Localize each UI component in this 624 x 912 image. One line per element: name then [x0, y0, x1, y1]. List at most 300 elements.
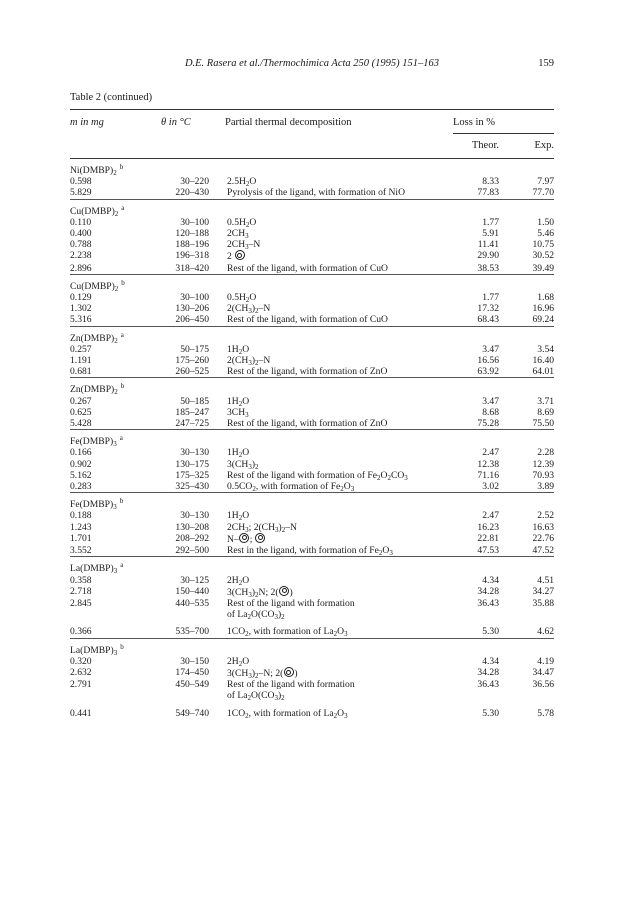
formula-text: 3(CH [227, 586, 249, 598]
aromatic-ring-icon [239, 533, 249, 543]
formula-text: , with formation of La [248, 707, 334, 719]
table-row [70, 690, 554, 701]
formula-text: O [242, 574, 250, 586]
header-experimental: Exp. [534, 140, 554, 151]
aromatic-ring-icon [279, 586, 289, 596]
theoretical-loss-cell: 29.90 [477, 250, 499, 262]
decomposition-cell [218, 228, 445, 239]
experimental-loss-cell: 16.96 [532, 303, 555, 315]
formula-text: 1H [227, 447, 239, 459]
theoretical-loss-cell [445, 609, 499, 620]
experimental-loss-cell: 69.24 [532, 314, 555, 326]
formula-text: 1H [227, 395, 239, 407]
mass-cell: 1.243 [70, 521, 92, 533]
mass-cell [70, 609, 152, 620]
formula-text: 2H [227, 655, 239, 667]
theoretical-loss-cell: 36.43 [477, 597, 499, 609]
formula-subscript: 2 [245, 180, 250, 189]
formula-subscript: 3 [248, 590, 252, 599]
table-row [70, 522, 554, 533]
aromatic-ring-icon [255, 533, 265, 543]
formula-subscript: 2 [247, 613, 252, 622]
mass-cell: 0.441 [70, 707, 92, 719]
formula-subscript: 3 [248, 359, 252, 368]
temperature-range-cell: 30–150 [180, 655, 209, 667]
experimental-loss-cell: 70.93 [532, 469, 555, 481]
formula-text: 1H [227, 510, 239, 522]
mass-cell: 2.632 [70, 666, 92, 678]
table-row [70, 533, 554, 545]
compound-cell [70, 638, 554, 656]
decomposition-cell [218, 702, 445, 719]
formula-text: –N [258, 303, 271, 315]
theoretical-loss-cell: 12.38 [477, 458, 499, 470]
experimental-loss-cell: 36.56 [532, 679, 555, 691]
mass-cell: 0.188 [70, 510, 92, 522]
mass-cell: 0.283 [70, 481, 92, 493]
theoretical-loss-cell: 4.34 [482, 655, 499, 667]
page-number: 159 [538, 58, 554, 69]
formula-subscript: 2 [238, 659, 243, 668]
temperature-range-cell: 50–175 [180, 343, 209, 355]
decomposition-cell [218, 292, 445, 303]
formula-subscript: 2 [238, 347, 243, 356]
header-loss: Loss in % [453, 117, 495, 128]
temperature-range-cell: 30–125 [180, 574, 209, 586]
experimental-loss-cell: 30.52 [532, 250, 555, 262]
formula-text: Rest of the ligand with formation [227, 597, 355, 609]
decomposition-cell [218, 314, 445, 326]
mass-cell: 0.681 [70, 366, 92, 378]
theoretical-loss-cell: 8.33 [482, 176, 499, 188]
formula-text: O [242, 395, 250, 407]
formula-text: ) [251, 586, 256, 598]
table-row [70, 702, 554, 719]
table-row [70, 217, 554, 228]
formula-text: 3(CH [227, 458, 249, 470]
table-row [70, 407, 554, 418]
experimental-loss-cell: 64.01 [532, 366, 555, 378]
formula-subscript: 2 [245, 711, 249, 720]
decomposition-cell [218, 250, 445, 262]
temperature-range-cell: 185–247 [175, 406, 209, 418]
temperature-range-cell: 549–740 [175, 707, 209, 719]
temperature-range-cell [152, 690, 218, 701]
decomposition-cell [218, 533, 445, 545]
decomposition-cell [218, 481, 445, 493]
mass-cell: 3.552 [70, 545, 92, 557]
formula-subscript: 2 [245, 296, 250, 305]
formula-text: ) [251, 303, 256, 315]
compound-footnote: a [120, 561, 124, 570]
experimental-loss-cell: 35.88 [532, 597, 555, 609]
mass-cell: 2.238 [70, 250, 92, 262]
formula-text: ) [289, 586, 293, 598]
mass-cell: 5.316 [70, 314, 92, 326]
theoretical-loss-cell: 47.53 [477, 545, 499, 557]
table-row [70, 228, 554, 239]
table-caption: Table 2 (continued) [70, 92, 153, 103]
mass-cell: 0.110 [70, 216, 92, 228]
formula-text: Rest of the ligand, with formation of ZnO [227, 366, 388, 378]
theoretical-loss-cell: 16.56 [477, 355, 499, 367]
experimental-loss-cell: 75.50 [532, 418, 555, 430]
experimental-loss-cell: 3.71 [537, 395, 555, 407]
mass-cell: 5.428 [70, 418, 92, 430]
temperature-range-cell: 30–220 [180, 176, 209, 188]
compound-cell [70, 326, 554, 344]
temperature-range-cell: 440–535 [175, 597, 209, 609]
formula-subscript: 2 [387, 473, 391, 482]
temperature-range-cell: 175–325 [175, 469, 209, 481]
experimental-loss-cell: 34.47 [532, 666, 555, 678]
formula-subscript: 2 [255, 307, 259, 316]
compound-subscript: 2 [114, 209, 119, 218]
temperature-range-cell: 175–260 [175, 355, 209, 367]
formula-text: ) [277, 609, 282, 621]
decomposition-cell [218, 176, 445, 187]
decomposition-cell [218, 187, 445, 199]
temperature-range-cell: 50–185 [180, 395, 209, 407]
mass-cell: 0.267 [70, 395, 92, 407]
table-row [70, 609, 554, 620]
formula-text: 2CH [227, 239, 246, 251]
table-row [70, 344, 554, 355]
formula-text: 1H [227, 343, 239, 355]
formula-text: 2CH [227, 521, 246, 533]
aromatic-ring-icon [284, 667, 294, 677]
decomposition-cell [218, 459, 445, 470]
header-temperature: θ in °C [161, 117, 191, 128]
mass-cell [70, 690, 152, 701]
formula-subscript: 3 [245, 525, 249, 534]
table-row [70, 598, 554, 609]
compound-footnote: b [119, 163, 124, 171]
decomposition-cell [218, 344, 445, 355]
formula-text: O [337, 626, 345, 638]
formula-subscript: 3 [344, 711, 348, 720]
temperature-range-cell: 196–318 [175, 250, 209, 262]
formula-text: O [249, 216, 257, 228]
formula-text: O [249, 292, 257, 304]
theoretical-loss-cell: 17.32 [477, 303, 499, 315]
experimental-loss-cell: 5.46 [537, 228, 555, 240]
table-row [70, 545, 554, 557]
formula-text: Rest in the ligand, with formation of Fe [227, 545, 379, 557]
experimental-loss-cell: 12.39 [532, 458, 555, 470]
table-row [70, 176, 554, 187]
formula-subscript: 3 [275, 525, 279, 534]
table-top-rule [70, 109, 554, 110]
formula-text: , with formation of La [248, 626, 334, 638]
decomposition-cell [218, 586, 445, 598]
theoretical-loss-cell [445, 690, 499, 701]
formula-text: O(CO [251, 690, 275, 702]
temperature-range-cell: 150–440 [175, 585, 209, 597]
compound-subscript: 3 [113, 648, 118, 657]
formula-subscript: 3 [274, 694, 278, 703]
experimental-loss-cell: 47.52 [532, 545, 555, 557]
temperature-range-cell: 292–500 [175, 545, 209, 557]
theoretical-loss-cell: 3.47 [482, 395, 499, 407]
temperature-range-cell: 30–130 [180, 447, 209, 459]
temperature-range-cell: 208–292 [175, 532, 209, 544]
theoretical-loss-cell: 5.91 [482, 228, 499, 240]
compound-cell [70, 165, 554, 176]
decomposition-cell [218, 620, 445, 638]
decomposition-cell [218, 598, 445, 609]
formula-text: –N; 2( [258, 667, 284, 679]
formula-text: ) [277, 690, 282, 702]
formula-text: CO [390, 469, 405, 481]
formula-subscript: 2 [238, 514, 243, 523]
experimental-loss-cell: 4.19 [537, 655, 555, 667]
compound-name: Ni(DMBP) [70, 165, 114, 176]
formula-subscript: 3 [248, 671, 252, 680]
formula-text: ; [249, 533, 255, 545]
formula-text: 2(CH [227, 303, 249, 315]
compound-row [70, 493, 554, 511]
formula-text: 0.5H [227, 216, 246, 228]
table-row [70, 303, 554, 314]
formula-subscript: 2 [333, 630, 338, 639]
theoretical-loss-cell: 38.53 [477, 262, 499, 274]
experimental-loss-cell: 22.76 [532, 532, 555, 544]
experimental-loss-cell [499, 690, 554, 701]
temperature-range-cell: 188–196 [175, 239, 209, 251]
decomposition-cell [218, 303, 445, 314]
temperature-range-cell: 535–700 [175, 626, 209, 638]
formula-text: 2.5H [227, 176, 246, 188]
formula-text: Rest of the ligand, with formation of ZnO [227, 418, 388, 430]
temperature-range-cell: 220–430 [175, 187, 209, 199]
formula-subscript: 3 [350, 485, 355, 494]
decomposition-cell [218, 355, 445, 366]
experimental-loss-cell: 2.52 [537, 510, 555, 522]
compound-subscript: 2 [114, 284, 119, 293]
table-row [70, 187, 554, 199]
table-row [70, 586, 554, 598]
mass-cell: 0.257 [70, 343, 92, 355]
decomposition-cell [218, 447, 445, 458]
compound-cell [70, 430, 554, 448]
compound-subscript: 2 [114, 336, 118, 345]
temperature-range-cell: 174–450 [175, 666, 209, 678]
compound-row [70, 326, 554, 344]
decomposition-cell [218, 575, 445, 586]
temperature-range-cell: 450–549 [175, 679, 209, 691]
theoretical-loss-cell: 36.43 [477, 679, 499, 691]
theoretical-loss-cell: 63.92 [477, 366, 499, 378]
theoretical-loss-cell: 1.77 [482, 292, 499, 304]
compound-subscript: 3 [113, 567, 118, 576]
experimental-loss-cell [499, 609, 554, 620]
compound-name: Zn(DMBP) [70, 384, 115, 396]
formula-subscript: 2 [281, 694, 285, 703]
decomposition-cell [218, 239, 445, 250]
formula-subscript: 2 [378, 549, 383, 558]
table-row [70, 470, 554, 481]
compound-cell [70, 557, 554, 575]
formula-text: Pyrolysis of the ligand, with formation of NiO [227, 187, 405, 199]
formula-subscript: 3 [248, 307, 252, 316]
theoretical-loss-cell: 3.47 [482, 343, 499, 355]
experimental-loss-cell: 10.75 [532, 239, 555, 251]
loss-subheader-rule [453, 133, 554, 134]
mass-cell: 1.302 [70, 303, 92, 315]
theoretical-loss-cell: 4.34 [482, 574, 499, 586]
table-row [70, 667, 554, 679]
theoretical-loss-cell: 1.77 [482, 216, 499, 228]
decomposition-cell [218, 545, 445, 557]
formula-text: 0.5H [227, 292, 246, 304]
formula-text: O [249, 176, 257, 188]
decomposition-cell [218, 522, 445, 533]
formula-subscript: 2 [281, 525, 286, 534]
temperature-range-cell: 30–100 [180, 292, 209, 304]
temperature-range-cell: 130–208 [175, 521, 209, 533]
formula-text: 2CH [227, 228, 246, 240]
temperature-range-cell: 247–725 [175, 418, 209, 430]
theoretical-loss-cell: 71.16 [477, 469, 499, 481]
aromatic-ring-icon [235, 250, 245, 260]
decomposition-cell [218, 679, 445, 690]
temperature-range-cell: 30–130 [180, 510, 209, 522]
formula-text: 1CO [227, 707, 246, 719]
temperature-range-cell: 130–175 [175, 458, 209, 470]
compound-row [70, 638, 554, 656]
formula-subscript: 2 [247, 694, 252, 703]
theoretical-loss-cell: 5.30 [482, 707, 499, 719]
mass-cell: 1.701 [70, 532, 92, 544]
formula-subscript: 2 [238, 399, 243, 408]
formula-subscript: 3 [248, 462, 252, 471]
formula-subscript: 2 [245, 630, 249, 639]
formula-text: of La [227, 690, 248, 702]
temperature-range-cell [152, 609, 218, 620]
formula-subscript: 2 [245, 220, 250, 229]
formula-text: Rest of the ligand, with formation of CuO [227, 314, 388, 326]
formula-text: O [242, 447, 250, 459]
mass-cell: 0.400 [70, 228, 92, 240]
mass-cell: 0.366 [70, 626, 92, 638]
theoretical-loss-cell: 5.30 [482, 626, 499, 638]
decomposition-cell [218, 470, 445, 481]
temperature-range-cell: 120–188 [175, 228, 209, 240]
table-row [70, 447, 554, 458]
compound-name: La(DMBP) [70, 644, 114, 656]
mass-cell: 5.829 [70, 187, 92, 199]
decomposition-cell [218, 667, 445, 679]
compound-footnote: a [121, 203, 125, 212]
decomposition-cell [218, 217, 445, 228]
temperature-range-cell: 130–206 [175, 303, 209, 315]
formula-subscript: 3 [404, 473, 408, 482]
experimental-loss-cell: 4.51 [537, 574, 555, 586]
header-bottom-rule [70, 158, 554, 159]
compound-name: Fe(DMBP) [70, 436, 114, 448]
mass-cell: 2.718 [70, 585, 92, 597]
formula-subscript: 3 [245, 232, 249, 241]
experimental-loss-cell: 77.70 [532, 187, 555, 199]
decomposition-cell [218, 510, 445, 521]
formula-subscript: 3 [389, 549, 393, 558]
formula-text: O [242, 510, 250, 522]
mass-cell: 0.902 [70, 458, 92, 470]
theoretical-loss-cell: 2.47 [482, 510, 499, 522]
table-row [70, 510, 554, 521]
table-row [70, 656, 554, 667]
compound-footnote: b [119, 497, 124, 506]
theoretical-loss-cell: 75.28 [477, 418, 499, 430]
theoretical-loss-cell: 22.81 [477, 532, 499, 544]
theoretical-loss-cell: 3.02 [482, 481, 499, 493]
compound-name: Cu(DMBP) [70, 280, 115, 292]
formula-text: O [242, 343, 250, 355]
decomposition-cell [218, 263, 445, 275]
table-row [70, 575, 554, 586]
formula-text: ) [278, 521, 282, 533]
mass-cell: 0.625 [70, 406, 92, 418]
mass-cell: 2.896 [70, 262, 92, 274]
formula-subscript: 2 [255, 359, 259, 368]
table-row [70, 366, 554, 378]
experimental-loss-cell: 2.28 [537, 447, 555, 459]
decomposition-cell [218, 656, 445, 667]
theoretical-loss-cell: 34.28 [477, 666, 499, 678]
table-row [70, 355, 554, 366]
temperature-range-cell: 30–100 [180, 216, 209, 228]
formula-text: O(CO [251, 609, 275, 621]
table-row [70, 481, 554, 493]
formula-text: 3(CH [227, 667, 249, 679]
compound-subscript: 3 [113, 440, 117, 449]
formula-text: Rest of the ligand, with formation of CuO [227, 262, 388, 274]
experimental-loss-cell: 1.50 [537, 216, 555, 228]
experimental-loss-cell: 8.69 [537, 406, 555, 418]
compound-name: Fe(DMBP) [70, 499, 114, 511]
formula-text: ; 2(CH [248, 521, 276, 533]
compound-footnote: b [120, 382, 125, 391]
compound-footnote: a [120, 330, 124, 339]
experimental-loss-cell: 16.40 [532, 355, 555, 367]
formula-subscript: 2 [333, 711, 338, 720]
decomposition-cell [218, 396, 445, 407]
formula-subscript: 3 [274, 613, 278, 622]
decomposition-cell [218, 366, 445, 378]
formula-text: 2 [227, 251, 235, 263]
mass-cell: 0.320 [70, 655, 92, 667]
mass-cell: 0.129 [70, 292, 92, 304]
formula-text: –N [258, 355, 271, 367]
formula-text: ) [251, 667, 256, 679]
compound-name: La(DMBP) [70, 563, 114, 575]
decomposition-cell [218, 418, 445, 430]
mass-cell: 0.788 [70, 239, 92, 251]
table-row [70, 679, 554, 690]
formula-subscript: 3 [344, 630, 348, 639]
mass-cell: 0.598 [70, 176, 92, 188]
formula-text: , with formation of Fe [255, 481, 341, 493]
experimental-loss-cell: 3.89 [537, 481, 555, 493]
formula-text: O [380, 469, 388, 481]
experimental-loss-cell: 16.63 [532, 521, 555, 533]
compound-row [70, 430, 554, 448]
compound-name: Cu(DMBP) [70, 205, 115, 217]
experimental-loss-cell: 1.68 [537, 292, 555, 304]
temperature-range-cell: 318–420 [175, 262, 209, 274]
formula-subscript: 3 [245, 410, 249, 419]
